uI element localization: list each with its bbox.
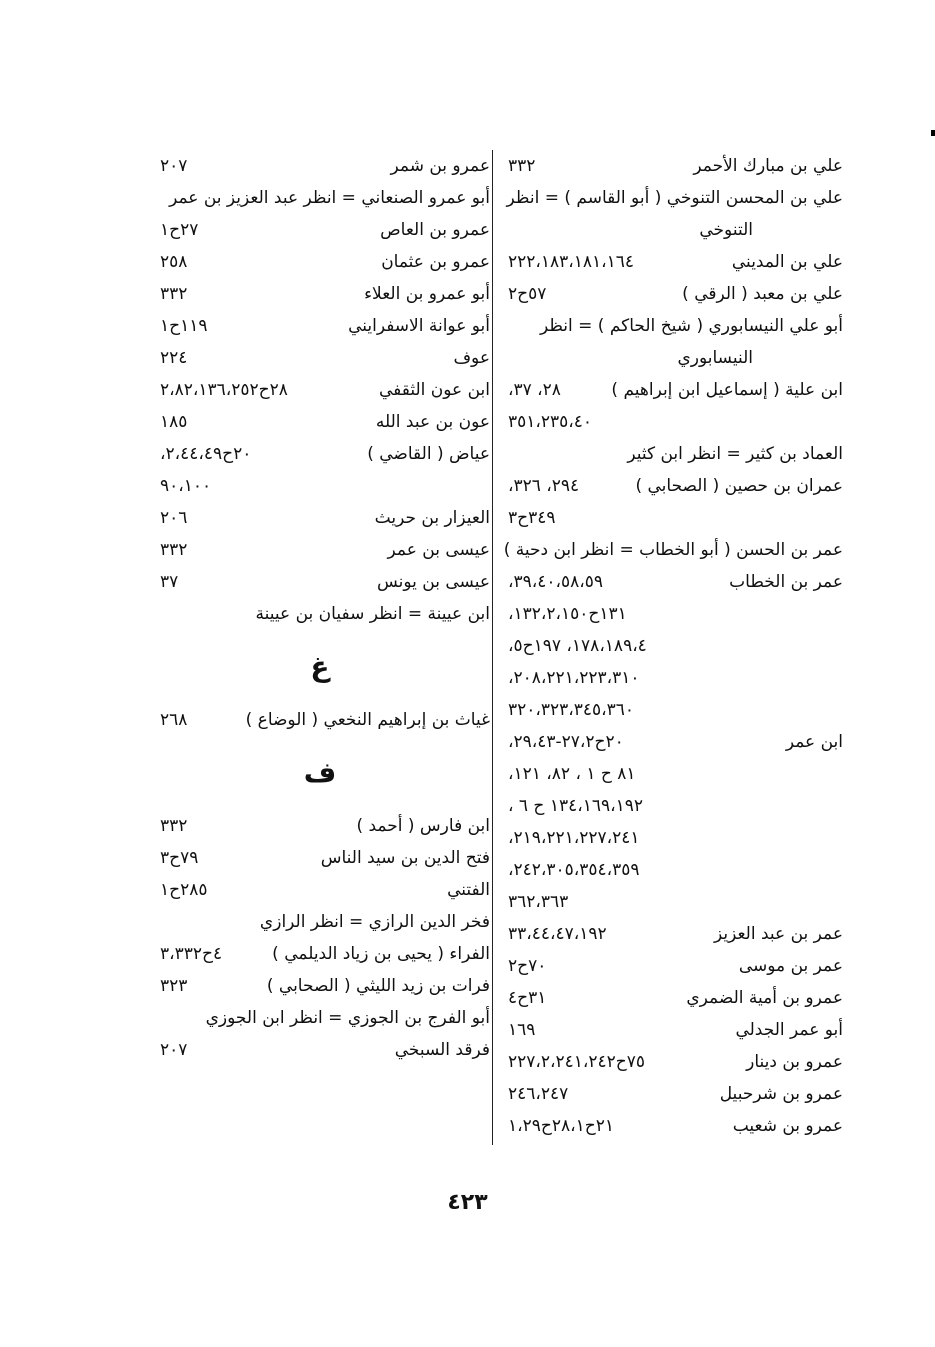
- index-entry: [498, 886, 843, 918]
- entry-name: علي بن مبارك الأحمر: [693, 156, 843, 176]
- entry-page-refs: ٢٨ح٢،٨٢،١٣٦،٢٥٢: [160, 380, 288, 400]
- entry-name: ابن عون الثقفي: [378, 380, 490, 400]
- right-index-column: [498, 150, 843, 1142]
- entry-page-refs: ٢٨، ٣٧،: [508, 380, 561, 400]
- entry-name: عمرو بن عثمان: [381, 252, 490, 272]
- entry-page-refs: ٧٩ح٣: [160, 848, 199, 868]
- entry-page-refs: ٩٠،١٠٠: [160, 476, 212, 496]
- entry-name: الفتني: [447, 880, 490, 900]
- entry-name: أبو الفرج بن الجوزي = انظر ابن الجوزي: [205, 1008, 490, 1028]
- index-entry: [150, 598, 490, 630]
- entry-name: فخر الدين الرازي = انظر الرازي: [259, 912, 490, 932]
- entry-name: عمرو بن شرحبيل: [719, 1084, 843, 1104]
- entry-name: أبو عمرو الصنعاني = انظر عبد العزيز بن عمر: [169, 188, 490, 208]
- entry-page-refs: ٢٥٨: [160, 252, 188, 272]
- entry-page-refs: ٢٠ح٢،٤٤،٤٩،: [160, 444, 252, 464]
- entry-name: عمران بن حصين ( الصحابي ): [635, 476, 843, 496]
- entry-page-refs: ٢٢٢،١٨٣،١٨١،١٦٤: [508, 252, 635, 272]
- index-entry: [150, 704, 490, 736]
- index-entry: [150, 906, 490, 938]
- index-entry: [150, 810, 490, 842]
- entry-name: العماد بن كثير = انظر ابن كثير: [627, 444, 843, 464]
- entry-page-refs: ٢٠٧: [160, 156, 188, 176]
- index-entry: [498, 342, 843, 374]
- entry-name: عمرو بن شمر: [390, 156, 490, 176]
- entry-page-refs: ٣٣٢: [160, 816, 188, 836]
- entry-name: عمرو بن دينار: [746, 1052, 843, 1072]
- index-entry: [150, 470, 490, 502]
- left-index-column: [150, 150, 490, 1066]
- index-entry: [498, 310, 843, 342]
- index-entry: [498, 406, 843, 438]
- entry-name: عمرو بن شعيب: [732, 1116, 843, 1136]
- index-entry: [498, 278, 843, 310]
- scan-edge-mark: [931, 130, 935, 136]
- entry-page-refs: ٢٠٨،٢٢١،٢٢٣،٣١٠،: [508, 668, 640, 688]
- entry-page-refs: ٢٠٧: [160, 1040, 188, 1060]
- index-entry: [498, 950, 843, 982]
- entry-name: عمرو بن أمية الضمري: [686, 988, 843, 1008]
- index-entry: [498, 150, 843, 182]
- index-entry: [498, 1046, 843, 1078]
- entry-name: ابن عيينة = انظر سفيان بن عيينة: [255, 604, 490, 624]
- index-entry: [498, 182, 843, 214]
- entry-page-refs: ٧٠ح٢: [508, 956, 547, 976]
- index-entry: [498, 1078, 843, 1110]
- entry-page-refs: ٢٢٤: [160, 348, 188, 368]
- entry-page-refs: ٢٦٨: [160, 710, 188, 730]
- index-entry: [498, 566, 843, 598]
- entry-page-refs: ١٨٥: [160, 412, 188, 432]
- index-entry: [150, 938, 490, 970]
- entry-name: الفراء ( يحيى بن زياد الديلمي ): [272, 944, 490, 964]
- entry-page-refs: ٢٩٤، ٣٢٦،: [508, 476, 580, 496]
- index-entry: [150, 246, 490, 278]
- index-entry: [498, 790, 843, 822]
- entry-name: أبو عوانة الاسفرايني: [348, 316, 490, 336]
- index-entry: [498, 854, 843, 886]
- entry-page-refs: ١٦٩: [508, 1020, 536, 1040]
- index-entry: [498, 822, 843, 854]
- index-entry: [150, 534, 490, 566]
- index-entry: [498, 1110, 843, 1142]
- entry-name: عمر بن الخطاب: [729, 572, 843, 592]
- index-entry: [498, 630, 843, 662]
- index-entry: [150, 566, 490, 598]
- index-entry: [498, 1014, 843, 1046]
- entry-page-refs: ٢٠ح٢٧،٢-٢٩،٤٣،: [508, 732, 624, 752]
- entry-name: فرقد السبخي: [394, 1040, 490, 1060]
- index-entry: [150, 214, 490, 246]
- entry-name: عمر بن الحسن ( أبو الخطاب = انظر ابن دحية ): [503, 540, 843, 560]
- index-entry: [150, 310, 490, 342]
- entry-page-refs: ٢٠٦: [160, 508, 188, 528]
- index-entry: [150, 406, 490, 438]
- index-entry: [498, 694, 843, 726]
- index-entry: [150, 1034, 490, 1066]
- section-letter: ف: [303, 756, 337, 789]
- index-entry: [150, 842, 490, 874]
- index-entry: [498, 598, 843, 630]
- index-entry: [150, 150, 490, 182]
- entry-page-refs: ٢٨٥ح١: [160, 880, 208, 900]
- index-entry: [498, 502, 843, 534]
- entry-name: ابن علية ( إسماعيل ابن إبراهيم ): [611, 380, 843, 400]
- index-entry: [498, 982, 843, 1014]
- entry-page-refs: ١١٩ح١: [160, 316, 208, 336]
- entry-name: النيسابوري: [677, 348, 753, 368]
- entry-page-refs: ٣٣٢: [160, 284, 188, 304]
- entry-page-refs: ٣٣٢: [508, 156, 536, 176]
- entry-name: عمر بن عبد العزيز: [713, 924, 843, 944]
- index-entry: [498, 470, 843, 502]
- entry-page-refs: ١٧٨،١٨٩،٤، ١٩٧ح٥،: [508, 636, 647, 656]
- entry-page-refs: ٧٥ح٢٢٧،٢،٢٤١،٢٤٢: [508, 1052, 646, 1072]
- index-entry: [498, 374, 843, 406]
- index-entry: [150, 342, 490, 374]
- entry-page-refs: ٥٧ح٢: [508, 284, 547, 304]
- entry-page-refs: ٣٩،٤٠،٥٨،٥٩،: [508, 572, 604, 592]
- index-entry: [150, 374, 490, 406]
- entry-page-refs: ١٣١ح١٣٢،٢،١٥٠،: [508, 604, 627, 624]
- entry-name: علي بن معبد ( الرقي ): [682, 284, 843, 304]
- entry-page-refs: ٣٣٢: [160, 540, 188, 560]
- index-entry: [498, 726, 843, 758]
- index-entry: [498, 438, 843, 470]
- entry-page-refs: ١٣٤،١٦٩،١٩٢ ح ٦ ،: [508, 796, 643, 816]
- entry-name: عيسى بن عمر: [387, 540, 490, 560]
- entry-name: عيسى بن يونس: [376, 572, 490, 592]
- entry-name: العيزار بن حريث: [374, 508, 490, 528]
- entry-name: التنوخي: [699, 220, 753, 240]
- index-entry: [498, 758, 843, 790]
- entry-page-refs: ٢٤٦،٢٤٧: [508, 1084, 569, 1104]
- entry-page-refs: ٢١ح٢٨،١ح١،٢٩: [508, 1116, 615, 1136]
- entry-page-refs: ٢٧ح١: [160, 220, 199, 240]
- entry-name: علي بن المديني: [731, 252, 843, 272]
- index-entry: [498, 214, 843, 246]
- entry-page-refs: ٣٢٠،٣٢٣،٣٤٥،٣٦٠: [508, 700, 635, 720]
- entry-page-refs: ٢٤٢،٣٠٥،٣٥٤،٣٥٩،: [508, 860, 640, 880]
- entry-page-refs: ٣٥١،٢٣٥،٤٠: [508, 412, 593, 432]
- column-divider: [492, 150, 493, 1145]
- index-entry: [150, 874, 490, 906]
- index-entry: [150, 970, 490, 1002]
- entry-page-refs: ٣٧: [160, 572, 179, 592]
- entry-page-refs: ٣٢٣: [160, 976, 188, 996]
- entry-name: غياث بن إبراهيم النخعي ( الوضاع ): [245, 710, 490, 730]
- entry-name: علي بن المحسن التنوخي ( أبو القاسم ) = انظر: [506, 188, 843, 208]
- entry-name: عون بن عبد الله: [375, 412, 490, 432]
- entry-name: أبو عمرو بن العلاء: [364, 284, 490, 304]
- index-entry: [150, 278, 490, 310]
- index-entry: [150, 1002, 490, 1034]
- entry-page-refs: ٣٣،٤٤،٤٧،١٩٢: [508, 924, 607, 944]
- entry-page-refs: ٣٤٩ح٣: [508, 508, 556, 528]
- index-entry: [150, 182, 490, 214]
- entry-name: عمرو بن العاص: [380, 220, 490, 240]
- entry-name: ابن فارس ( أحمد ): [356, 816, 490, 836]
- index-entry: [498, 246, 843, 278]
- entry-page-refs: ٢١٩،٢٢١،٢٢٧،٢٤١،: [508, 828, 640, 848]
- entry-page-refs: ٤ح٣،٣٣٢: [160, 944, 223, 964]
- entry-name: أبو عمر الجدلي: [735, 1020, 843, 1040]
- section-letter: غ: [310, 650, 330, 683]
- entry-name: أبو علي النيسابوري ( شيخ الحاكم ) = انظر: [539, 316, 843, 336]
- index-entry: [498, 662, 843, 694]
- entry-name: ابن عمر: [785, 732, 843, 752]
- entry-name: فرات بن زيد الليثي ( الصحابي ): [266, 976, 490, 996]
- page-number: ٤٢٣: [447, 1190, 488, 1215]
- entry-name: عوف: [453, 348, 490, 368]
- entry-page-refs: ٨١ ح ١ ، ٨٢، ١٢١،: [508, 764, 636, 784]
- index-entry: [150, 438, 490, 470]
- index-entry: [498, 918, 843, 950]
- index-entry: [498, 534, 843, 566]
- index-entry: [150, 502, 490, 534]
- entry-page-refs: ٣٦٢،٣٦٣: [508, 892, 569, 912]
- entry-name: عمر بن موسى: [738, 956, 843, 976]
- entry-name: فتح الدين بن سيد الناس: [320, 848, 490, 868]
- entry-page-refs: ٣١ح٤: [508, 988, 547, 1008]
- entry-name: عياض ( القاضي ): [367, 444, 490, 464]
